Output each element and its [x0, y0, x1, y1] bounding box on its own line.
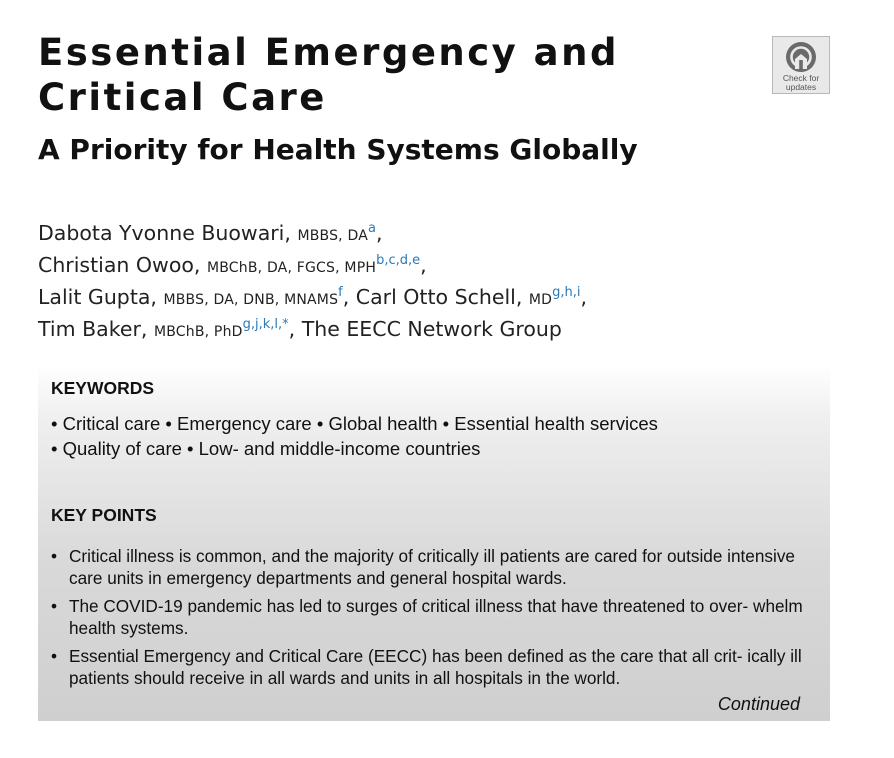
check-updates-line-2: updates: [785, 82, 817, 92]
article-title-line-1: Essential Emergency and: [38, 31, 619, 74]
author-separator: ,: [580, 285, 588, 309]
check-updates-label: [773, 74, 829, 92]
bullet-icon: •: [51, 596, 58, 616]
author-line: [38, 251, 798, 283]
keywords-keypoints-box: [38, 365, 830, 721]
article-title-line-2: Critical Care: [38, 76, 327, 119]
article-title: [38, 30, 738, 120]
author-line: [38, 219, 798, 251]
check-updates-line-1: Check for: [782, 73, 820, 83]
author-line: [38, 315, 798, 347]
author-separator: ,: [420, 253, 427, 277]
author-degrees: MBBS, DA: [297, 228, 368, 244]
key-point-item: [51, 545, 811, 589]
author-name: Dabota Yvonne Buowari,: [38, 221, 291, 245]
bullet-icon: •: [51, 646, 58, 666]
author-name-2: , Carl Otto Schell,: [342, 285, 523, 309]
affiliation-marker[interactable]: g,j,k,l,*: [242, 317, 289, 332]
article-subtitle: A Priority for Health Systems Globally: [38, 133, 638, 166]
group-author: , The EECC Network Group: [288, 317, 562, 341]
affiliation-marker[interactable]: b,c,d,e: [376, 253, 421, 268]
author-degrees: MBChB, PhD: [153, 324, 243, 340]
author-line: [38, 283, 798, 315]
author-list: [38, 219, 798, 347]
key-point-text: The COVID-19 pandemic has led to surges of critical illness that have threatened to over- whelm health systems.: [69, 596, 803, 638]
author-separator: ,: [375, 221, 383, 245]
author-name: Lalit Gupta,: [38, 285, 157, 309]
author-degrees-2: MD: [528, 292, 553, 308]
key-point-item: [51, 595, 811, 639]
affiliation-marker-2[interactable]: g,h,i: [552, 285, 581, 300]
author-degrees: MBBS, DA, DNB, MNAMS: [163, 292, 339, 308]
affiliation-marker[interactable]: f: [338, 285, 343, 300]
continued-label: Continued: [717, 694, 800, 714]
author-name: Christian Owoo,: [38, 253, 201, 277]
keywords-line-2: • Quality of care • Low- and middle-income countries: [51, 438, 481, 459]
key-point-item: [51, 645, 811, 689]
keywords-line-1: • Critical care • Emergency care • Global health • Essential health services: [51, 413, 658, 434]
author-name: Tim Baker,: [38, 317, 148, 341]
key-point-text: Essential Emergency and Critical Care (EECC) has been defined as the care that all crit- ically ill patients should receive in all wards and units in all hospitals in the world.: [69, 646, 802, 688]
key-point-text: Critical illness is common, and the majority of critically ill patients are cared for outside intensive care units in emergency departments and general hospital wards.: [69, 546, 795, 588]
key-points-heading: KEY POINTS: [51, 505, 157, 525]
check-for-updates-badge[interactable]: [772, 36, 830, 94]
check-updates-icon: [785, 41, 817, 73]
keywords-heading: KEYWORDS: [51, 378, 155, 398]
affiliation-marker[interactable]: a: [367, 221, 376, 236]
bullet-icon: •: [51, 546, 58, 566]
author-degrees: MBChB, DA, FGCS, MPH: [206, 260, 377, 276]
